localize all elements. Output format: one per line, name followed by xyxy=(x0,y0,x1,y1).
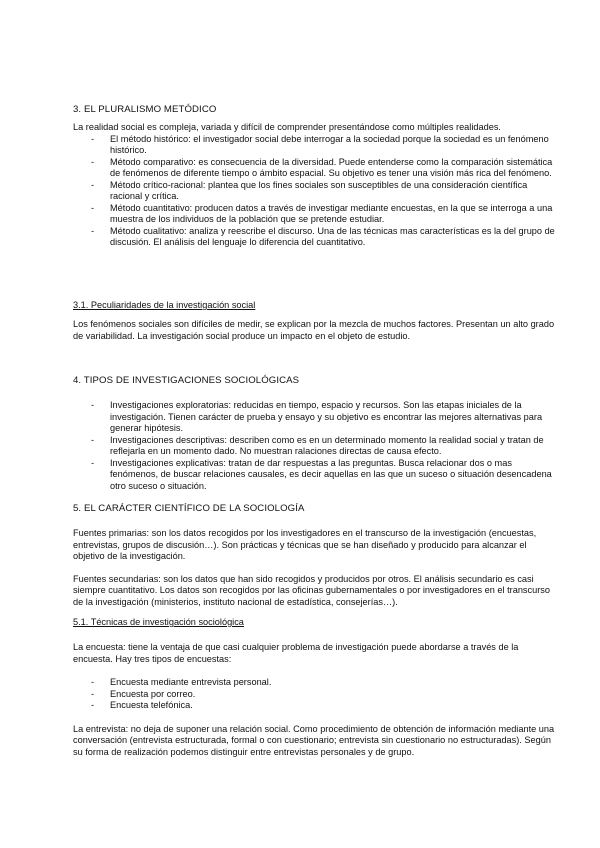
section-3-body xyxy=(73,122,557,249)
list-item: - Método cualitativo: analiza y reescribe el discurso. Una de las técnicas mas características es la del grupo de discusión. El análisis del lenguaje lo diferencia del cuantitativo. xyxy=(73,226,557,249)
section-4-heading: 4. TIPOS DE INVESTIGACIONES SOCIOLÓGICAS xyxy=(73,375,300,386)
section-3-1-heading: 3.1. Peculiaridades de la investigación social xyxy=(73,300,256,310)
list-item: - Método crítico-racional: plantea que los fines sociales son susceptibles de una consideración científica racional y crítica. xyxy=(73,180,557,203)
section-5-body xyxy=(73,528,557,608)
section-5-1-body xyxy=(73,642,557,758)
section-3-list xyxy=(73,134,557,249)
section-3-1-text: Los fenómenos sociales son difíciles de medir, se explican por la mezcla de muchos factores. Presentan un alto grado de variabilidad. La investigación social produce un impacto en el objeto de estudio. xyxy=(73,319,555,341)
section-4-list xyxy=(73,400,557,492)
list-item: - Método comparativo: es consecuencia de la diversidad. Puede entenderse como la comparación sistemática de fenómenos de diferente tiempo o ámbito espacial. Su objetivo es tener una visión más rica del fenómeno. xyxy=(73,157,557,180)
section-5-secondary-sources: Fuentes secundarias: son los datos que han sido recogidos y producidos por otros. El análisis secundario es casi siempre cuantitativo. Los datos son recogidos por las oficinas gubernamentales o por investigadores en el transcurso de la investigación (ministerios, instituto nacional de estadística, consejerías…). xyxy=(73,573,550,607)
list-item: - El método histórico: el investigador social debe interrogar a la sociedad porque la sociedad es un fenómeno histórico. xyxy=(73,134,557,157)
list-item: - Método cuantitativo: producen datos a través de investigar mediante encuestas, en la que se interroga a una muestra de los individuos de la población que se pretende estudiar. xyxy=(73,203,557,226)
section-5-1-heading: 5.1. Técnicas de investigación sociológica xyxy=(73,617,244,627)
list-item: - Investigaciones explicativas: tratan de dar respuestas a las preguntas. Busca relacionar dos o mas fenómenos, de buscar relaciones causales, es decir aquellas en las que un suceso o situación desencadena otro suceso o situación. xyxy=(73,458,557,493)
list-item: - Investigaciones exploratorias: reducidas en tiempo, espacio y recursos. Son las etapas iniciales de la investigación. Tienen carácter de prueba y ensayo y su objetivo es encontrar las mejores alternativas para generar hipótesis. xyxy=(73,400,557,435)
section-5-1-interview: La entrevista: no deja de suponer una relación social. Como procedimiento de obtención de información mediante una conversación (entrevista estructurada, formal o con cuestionario; entrevista sin cuestionario no estructuradas). Según su forma de realización podemos distinguir entre entrevistas personales y de grupo. xyxy=(73,723,555,757)
section-4-body xyxy=(73,400,557,492)
section-5-primary-sources: Fuentes primarias: son los datos recogidos por los investigadores en el transcurso de la investigación (encuestas, entrevistas, grupos de discusión…). Son prácticas y técnicas que se han diseñado y producido para alcanzar el objetivo de la investigación. xyxy=(73,528,537,561)
section-3-heading: 3. EL PLURALISMO METÓDICO xyxy=(73,104,217,115)
section-5-1-list xyxy=(73,677,557,712)
section-5-1-survey: La encuesta: tiene la ventaja de que casi cualquier problema de investigación puede abordarse a través de la encuesta. Hay tres tipos de encuestas: xyxy=(73,642,519,664)
section-3-intro: La realidad social es compleja, variada y difícil de comprender presentándose como múltiples realidades. xyxy=(73,122,501,132)
list-item: - Encuesta por correo. xyxy=(73,689,557,701)
section-3-1-body xyxy=(73,319,557,342)
section-5-heading: 5. EL CARÁCTER CIENTÍFICO DE LA SOCIOLOGÍA xyxy=(73,503,305,514)
list-item: - Investigaciones descriptivas: describen como es en un determinado momento la realidad social y tratan de reflejarla en un momento dado. No muestran ralaciones directas de causa efecto. xyxy=(73,435,557,458)
list-item: - Encuesta telefónica. xyxy=(73,700,557,712)
list-item: - Encuesta mediante entrevista personal. xyxy=(73,677,557,689)
